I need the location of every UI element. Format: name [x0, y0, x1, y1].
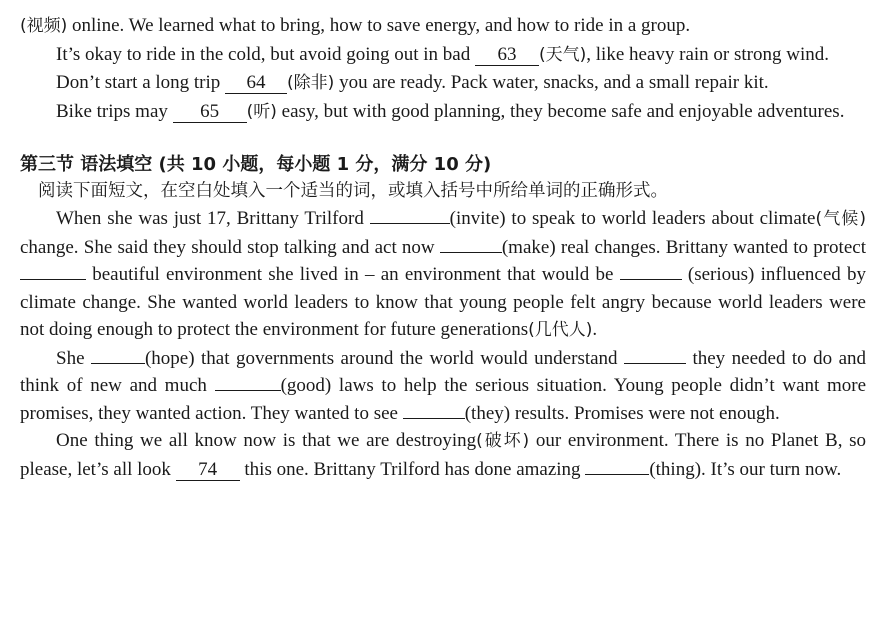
- chinese-hint: (除非): [287, 73, 335, 93]
- paragraph-brittany-3: [20, 427, 866, 483]
- blank-66[interactable]: [370, 223, 450, 224]
- paragraph-text: (invite) to speak to world leaders about climate: [449, 208, 816, 229]
- paragraph-text: (good) laws to help the serious situation. Young people didn’t want more promises, they wanted action. They wanted to see: [20, 375, 866, 424]
- blank-68[interactable]: [20, 279, 86, 280]
- section-gap: [20, 126, 866, 151]
- paragraph-text: (serious) influenced by climate change. She wanted world leaders to know that young people felt angry because world leaders were not doing enough to protect the environment for future generations: [20, 264, 866, 340]
- paragraph-text: (they) results. Promises were not enough.: [464, 402, 780, 424]
- worksheet-page: [20, 12, 866, 483]
- chinese-hint: (听): [246, 101, 277, 122]
- blank-75[interactable]: [585, 474, 649, 475]
- paragraph-text: It’s okay to ride in the cold, but avoid going out in bad: [56, 43, 475, 65]
- paragraph-text: they needed to do and think of new and much: [20, 347, 867, 396]
- blank-70[interactable]: [91, 363, 145, 364]
- paragraph-text: (hope) that governments around the world would understand: [144, 347, 625, 369]
- paragraph-text: Bike trips may: [56, 100, 173, 122]
- blank-69[interactable]: [620, 279, 682, 280]
- blank-65[interactable]: 65: [173, 102, 247, 123]
- paragraph-text: beautiful environment she lived in – an environment that would be: [86, 264, 620, 285]
- paragraph-text: our environment. There is no Planet B, so please, let’s all look: [20, 430, 867, 480]
- paragraph-brittany-1: [20, 205, 866, 345]
- chinese-hint: (天气): [539, 44, 587, 65]
- paragraph-brittany-2: [20, 345, 866, 428]
- chinese-hint: (几代人): [528, 320, 593, 340]
- paragraph-text: .: [592, 319, 598, 340]
- paragraph-text: She: [56, 347, 91, 369]
- paragraph-text: this one. Brittany Trilford has done amazing: [239, 458, 586, 480]
- paragraph-text: (make) real changes. Brittany wanted to protect: [501, 236, 866, 258]
- paragraph-text: easy, but with good planning, they become safe and enjoyable adventures.: [276, 100, 845, 122]
- paragraph-q63: [20, 41, 866, 70]
- paragraph-video-online: [20, 12, 866, 41]
- paragraph-q65: [20, 98, 866, 127]
- paragraph-text: change. She said they should stop talking and act now: [20, 236, 440, 258]
- blank-72[interactable]: [215, 390, 281, 391]
- paragraph-text: online. We learned what to bring, how to save energy, and how to ride in a group.: [67, 15, 691, 36]
- chinese-hint: (视频): [20, 16, 68, 36]
- paragraph-text: you are ready. Pack water, snacks, and a small repair kit.: [334, 72, 769, 93]
- chinese-hint: (破坏): [476, 431, 530, 451]
- blank-73[interactable]: [403, 418, 465, 419]
- chinese-hint: (气候): [815, 209, 866, 229]
- section-heading: 第三节 语法填空 (共 10 小题，每小题 1 分，满分 10 分): [20, 154, 492, 175]
- blank-67[interactable]: [440, 252, 502, 253]
- paragraph-text: , like heavy rain or strong wind.: [586, 43, 829, 65]
- blank-74[interactable]: 74: [176, 460, 240, 481]
- blank-71[interactable]: [624, 363, 686, 364]
- paragraph-text: (thing). It’s our turn now.: [649, 458, 842, 480]
- section-instruction: 阅读下面短文，在空白处填入一个适当的词，或填入括号中所给单词的正确形式。: [38, 181, 668, 201]
- blank-63[interactable]: 63: [475, 45, 539, 66]
- blank-64[interactable]: 64: [225, 73, 287, 94]
- paragraph-text: Don’t start a long trip: [56, 72, 226, 93]
- paragraph-text: One thing we all know now is that we are destroying: [56, 430, 477, 451]
- paragraph-text: When she was just 17, Brittany Trilford: [56, 208, 370, 229]
- paragraph-q64: [20, 69, 866, 98]
